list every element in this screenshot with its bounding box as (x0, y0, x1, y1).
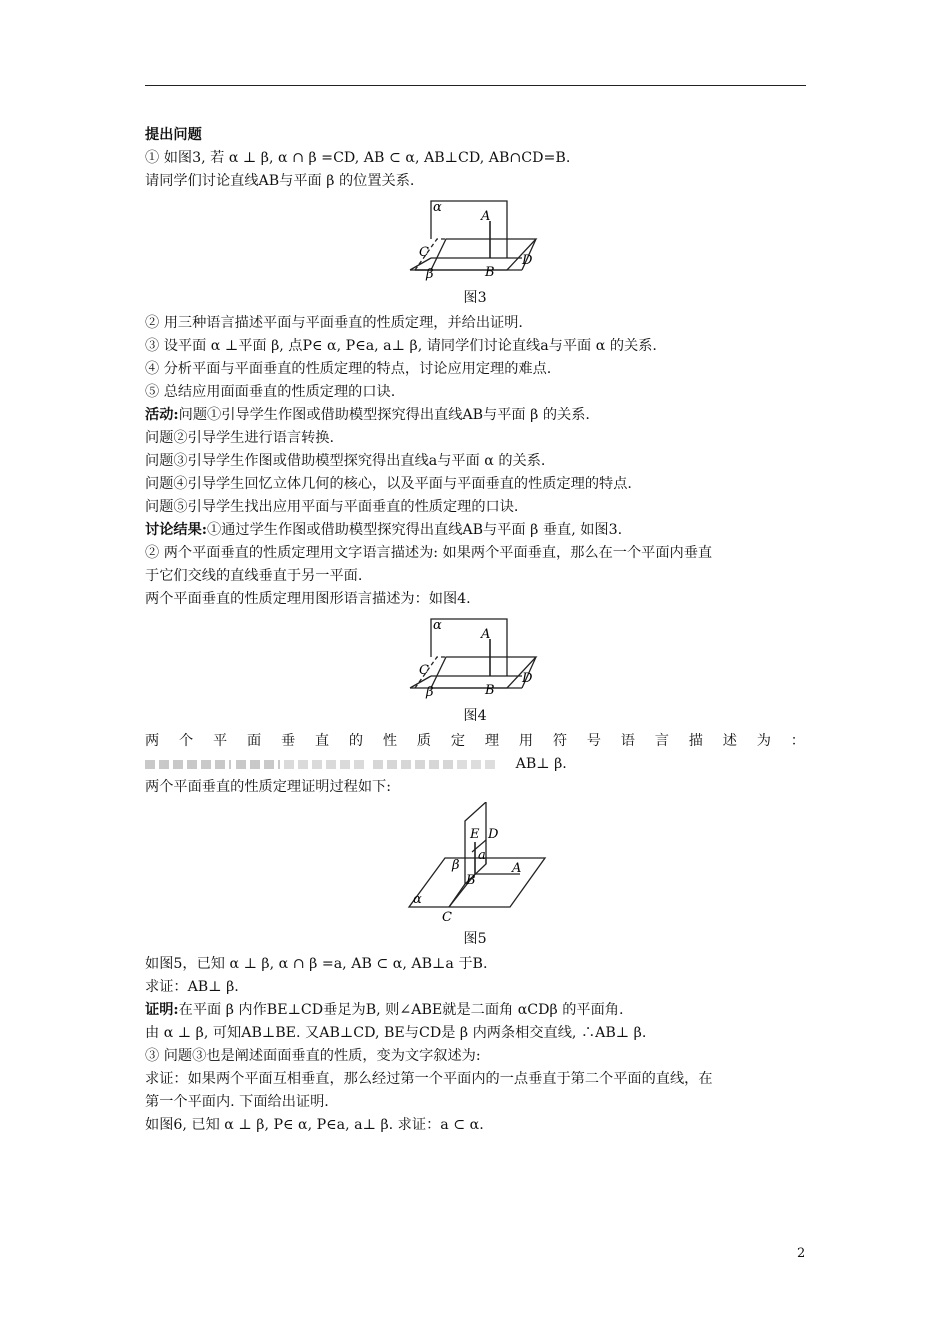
figure-4-diagram (145, 614, 805, 699)
symbolic-char: 言 (654, 733, 669, 749)
symbolic-char: 符 (552, 733, 568, 749)
activity-2: 问题②引导学生进行语言转换. (145, 430, 334, 446)
symbolic-char: 述 (722, 733, 737, 749)
figure-4-label-c: C (419, 663, 429, 678)
figure-5-caption: 图5 (463, 931, 487, 947)
question-3-prove-1: 求证：如果两个平面互相垂直，那么经过第一个平面内的一点垂直于第二个平面的直线，在 (145, 1071, 713, 1087)
activity-5: 问题⑤引导学生找出应用平面与平面垂直的性质定理的口诀. (145, 499, 519, 515)
symbolic-char: 定 (450, 733, 466, 749)
symbolic-char: 个 (178, 733, 194, 749)
figure-5 (145, 802, 805, 922)
symbolic-char: 平 (212, 733, 228, 749)
figure-3-label-a: A (481, 209, 491, 224)
figure-4-caption: 图4 (463, 708, 487, 724)
result-2-line-3: 两个平面垂直的性质定理用图形语言描述为：如图4. (145, 591, 471, 607)
activity-3: 问题③引导学生作图或借助模型探究得出直线a与平面 α 的关系. (145, 453, 546, 469)
result-2-line-2: 于它们交线的直线垂直于另一平面. (145, 568, 363, 584)
symbolic-tail: AB⊥ β. (515, 756, 567, 772)
figure-5-beta: β (452, 858, 460, 873)
proof-line-2: 由 α ⊥ β, 可知AB⊥BE. 又AB⊥CD, BE与CD是 β 内两条相交直线, ∴AB⊥ β. (145, 1025, 647, 1041)
blurred-formula (457, 760, 497, 769)
figure-5-label-d: D (488, 827, 499, 842)
figure-3-diagram (145, 196, 805, 281)
proof-intro: 两个平面垂直的性质定理证明过程如下: (145, 779, 391, 795)
figure-6-given: 如图6, 已知 α ⊥ β, P∈ α, P∈a, a⊥ β. 求证：a ⊂ α. (145, 1117, 484, 1133)
activity-label: 活动: (145, 407, 179, 423)
header-rule (145, 85, 806, 86)
symbolic-formula (145, 753, 805, 776)
proof-label: 证明: (145, 1002, 179, 1018)
blurred-formula (236, 760, 280, 769)
prove-5: 求证：AB⊥ β. (145, 979, 239, 995)
page-number: 2 (797, 1246, 806, 1261)
proof-line-1-text: 在平面 β 内作BE⊥CD垂足为B, 则∠ABE就是二面角 αCDβ 的平面角. (178, 1002, 624, 1018)
figure-4-label-d: D (522, 671, 533, 686)
figure-5-label-a-lower: a (478, 848, 486, 863)
proof-line-1 (145, 999, 805, 1022)
symbolic-char: 语 (620, 733, 635, 749)
symbolic-char: 号 (586, 733, 601, 749)
figure-4 (145, 614, 805, 699)
figure-5-label-e: E (470, 827, 480, 842)
question-3-prove-2: 第一个平面内. 下面给出证明. (145, 1094, 329, 1110)
activity-1-text: 问题①引导学生作图或借助模型探究得出直线AB与平面 β 的关系. (178, 407, 590, 423)
question-3: ③ 设平面 α ⊥平面 β, 点P∈ α, P∈a, a⊥ β, 请同学们讨论直线a与平面 α 的关系. (145, 338, 657, 354)
question-1: ① 如图3, 若 α ⊥ β, α ∩ β =CD, AB ⊂ α, AB⊥CD, AB∩CD=B. (145, 150, 571, 166)
figure-3 (145, 196, 805, 281)
question-2: ② 用三种语言描述平面与平面垂直的性质定理，并给出证明. (145, 315, 523, 331)
symbolic-char: 直 (314, 733, 330, 749)
document-body (145, 124, 805, 1137)
figure-5-alpha: α (413, 892, 422, 907)
activity-1 (145, 404, 805, 427)
symbolic-char: 两 (145, 733, 160, 749)
figure-4-label-a: A (481, 627, 491, 642)
section-heading: 提出问题 (145, 127, 202, 143)
symbolic-char: 理 (484, 733, 500, 749)
blurred-formula (284, 760, 368, 769)
result-2-line-1: ② 两个平面垂直的性质定理用文字语言描述为: 如果两个平面垂直，那么在一个平面内垂直 (145, 545, 713, 561)
given-5: 如图5，已知 α ⊥ β, α ∩ β =a, AB ⊂ α, AB⊥a 于B. (145, 956, 488, 972)
symbolic-char: 为 (756, 733, 771, 749)
symbolic-char: 垂 (280, 733, 296, 749)
blurred-formula (373, 760, 453, 769)
figure-3-caption: 图3 (463, 290, 487, 306)
symbolic-char: 质 (416, 733, 432, 749)
figure-5-label-b: B (466, 873, 476, 888)
activity-4: 问题④引导学生回忆立体几何的核心，以及平面与平面垂直的性质定理的特点. (145, 476, 632, 492)
figure-3-label-c: C (419, 245, 429, 260)
question-1-prompt: 请同学们讨论直线AB与平面 β 的位置关系. (145, 173, 415, 189)
figure-5-diagram (145, 802, 805, 922)
question-3-restate: ③ 问题③也是阐述面面垂直的性质，变为文字叙述为: (145, 1048, 481, 1064)
result-1-text: ①通过学生作图或借助模型探究得出直线AB与平面 β 垂直, 如图3. (207, 522, 623, 538)
symbolic-char: 性 (382, 733, 398, 749)
symbolic-char: 的 (348, 733, 364, 749)
figure-5-label-c: C (442, 910, 452, 922)
symbolic-char: ： (790, 733, 805, 749)
figure-3-alpha: α (433, 200, 442, 215)
blurred-formula (145, 760, 231, 769)
figure-3-label-d: D (522, 253, 533, 268)
symbolic-char: 面 (246, 733, 262, 749)
figure-4-beta: β (426, 685, 434, 699)
symbolic-description (145, 730, 805, 753)
symbolic-char: 描 (688, 733, 703, 749)
result-1 (145, 519, 805, 542)
figure-4-alpha: α (433, 618, 442, 633)
figure-3-beta: β (426, 267, 434, 281)
figure-4-label-b: B (485, 683, 495, 698)
question-5: ⑤ 总结应用面面垂直的性质定理的口诀. (145, 384, 396, 400)
figure-3-label-b: B (485, 265, 495, 280)
symbolic-char: 用 (518, 733, 534, 749)
result-label: 讨论结果: (145, 522, 207, 538)
figure-5-label-a: A (512, 861, 522, 876)
question-4: ④ 分析平面与平面垂直的性质定理的特点，讨论应用定理的难点. (145, 361, 552, 377)
